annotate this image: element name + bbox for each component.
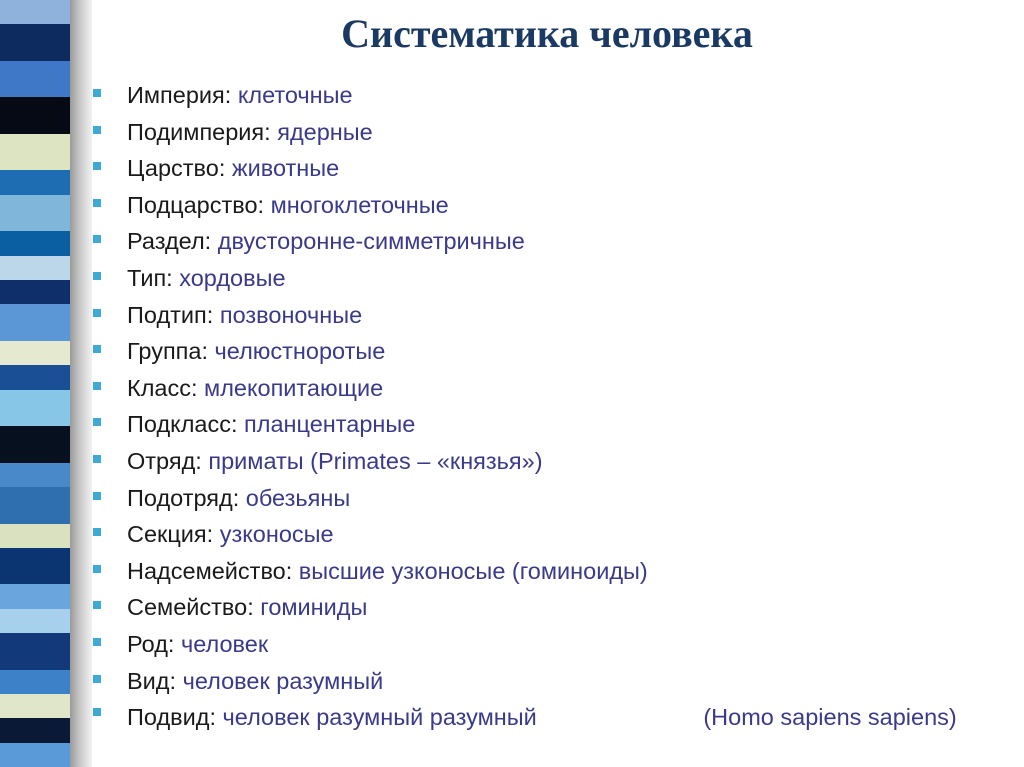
list-item [90, 114, 990, 151]
stripe [0, 463, 70, 487]
square-bullet-icon [93, 565, 101, 573]
rank-value: многоклеточные [270, 191, 449, 218]
rank-label: Империя: [127, 82, 232, 108]
square-bullet-icon [93, 126, 101, 134]
stripe [0, 24, 70, 61]
rank-value: человек разумный разумный [222, 704, 537, 731]
list-item [90, 333, 990, 370]
stripe [0, 718, 70, 742]
rank-label: Род: [127, 630, 175, 657]
stripe [0, 231, 70, 255]
stripe [0, 0, 70, 24]
square-bullet-icon [93, 708, 101, 716]
square-bullet-icon [93, 455, 101, 463]
page-title: Систематика человека [341, 11, 753, 56]
square-bullet-icon [93, 309, 101, 317]
list-item [90, 150, 990, 187]
stripe-shadow [70, 0, 92, 767]
stripe [0, 256, 70, 280]
stripe [0, 341, 70, 365]
list-item [90, 699, 990, 731]
rank-value: челюстноротые [214, 338, 386, 365]
square-bullet-icon [93, 638, 101, 646]
rank-label: Отряд: [127, 447, 202, 474]
rank-label: Класс: [127, 374, 198, 401]
stripe [0, 524, 70, 548]
rank-label: Раздел: [127, 228, 212, 255]
stripe [0, 134, 70, 171]
rank-value: двусторонне-симметричные [217, 228, 525, 255]
square-bullet-icon [93, 89, 101, 97]
rank-value: приматы (Primates – «князья») [208, 447, 543, 474]
stripe [0, 609, 70, 633]
rank-label: Секция: [127, 521, 214, 548]
stripe [0, 694, 70, 718]
square-bullet-icon [93, 528, 101, 536]
rank-value: узконосые [219, 521, 334, 548]
stripe [0, 548, 70, 585]
rank-value: обезьяны [245, 484, 351, 511]
decorative-stripe-bar [0, 0, 70, 767]
rank-value: человек [180, 630, 269, 657]
rank-value: ядерные [277, 118, 373, 145]
rank-label: Вид: [127, 667, 177, 694]
rank-label: Группа: [127, 338, 209, 365]
stripe [0, 426, 70, 463]
rank-value: планцентарные [244, 411, 416, 438]
stripe [0, 584, 70, 608]
rank-label: Надсемейство: [127, 557, 293, 584]
square-bullet-icon [93, 601, 101, 609]
latin-name: (Homo sapiens sapiens) [703, 704, 957, 731]
list-item [90, 77, 990, 114]
list-item [90, 443, 990, 480]
stripe [0, 670, 70, 694]
square-bullet-icon [93, 418, 101, 426]
rank-value: высшие узконосые (гоминоиды) [298, 557, 648, 584]
rank-value: клеточные [237, 82, 353, 108]
stripe [0, 390, 70, 427]
rank-value: хордовые [179, 264, 286, 291]
stripe [0, 195, 70, 232]
rank-label: Царство: [127, 155, 226, 182]
stripe [0, 304, 70, 341]
square-bullet-icon [93, 235, 101, 243]
list-item [90, 589, 990, 626]
square-bullet-icon [93, 382, 101, 390]
stripe [0, 633, 70, 670]
rank-value: позвоночные [219, 301, 363, 328]
rank-value: гоминиды [260, 594, 368, 621]
rank-label: Подтип: [127, 301, 214, 328]
rank-label: Тип: [127, 264, 173, 291]
square-bullet-icon [93, 272, 101, 280]
stripe [0, 170, 70, 194]
list-item [90, 223, 990, 260]
list-item [90, 260, 990, 297]
list-item [90, 370, 990, 407]
list-item [90, 297, 990, 334]
stripe [0, 97, 70, 134]
rank-label: Подимперия: [127, 118, 271, 145]
square-bullet-icon [93, 675, 101, 683]
stripe [0, 365, 70, 389]
rank-value: человек разумный [182, 667, 384, 694]
rank-label: Подкласс: [127, 411, 238, 438]
stripe [0, 487, 70, 524]
list-item [90, 626, 990, 663]
square-bullet-icon [93, 162, 101, 170]
rank-label: Подвид: [127, 704, 217, 731]
square-bullet-icon [93, 345, 101, 353]
stripe [0, 61, 70, 98]
rank-value: животные [231, 155, 340, 182]
list-item [90, 663, 990, 700]
rank-label: Семейство: [127, 594, 254, 621]
square-bullet-icon [93, 199, 101, 207]
stripe [0, 743, 70, 767]
square-bullet-icon [93, 492, 101, 500]
rank-label: Подцарство: [127, 191, 265, 218]
list-item [90, 480, 990, 517]
list-item [90, 553, 990, 590]
stripe [0, 280, 70, 304]
list-item [90, 516, 990, 553]
rank-value: млекопитающие [204, 374, 384, 401]
rank-label: Подотряд: [127, 484, 240, 511]
list-item [90, 187, 990, 224]
taxonomy-list [90, 77, 990, 731]
list-item [90, 406, 990, 443]
